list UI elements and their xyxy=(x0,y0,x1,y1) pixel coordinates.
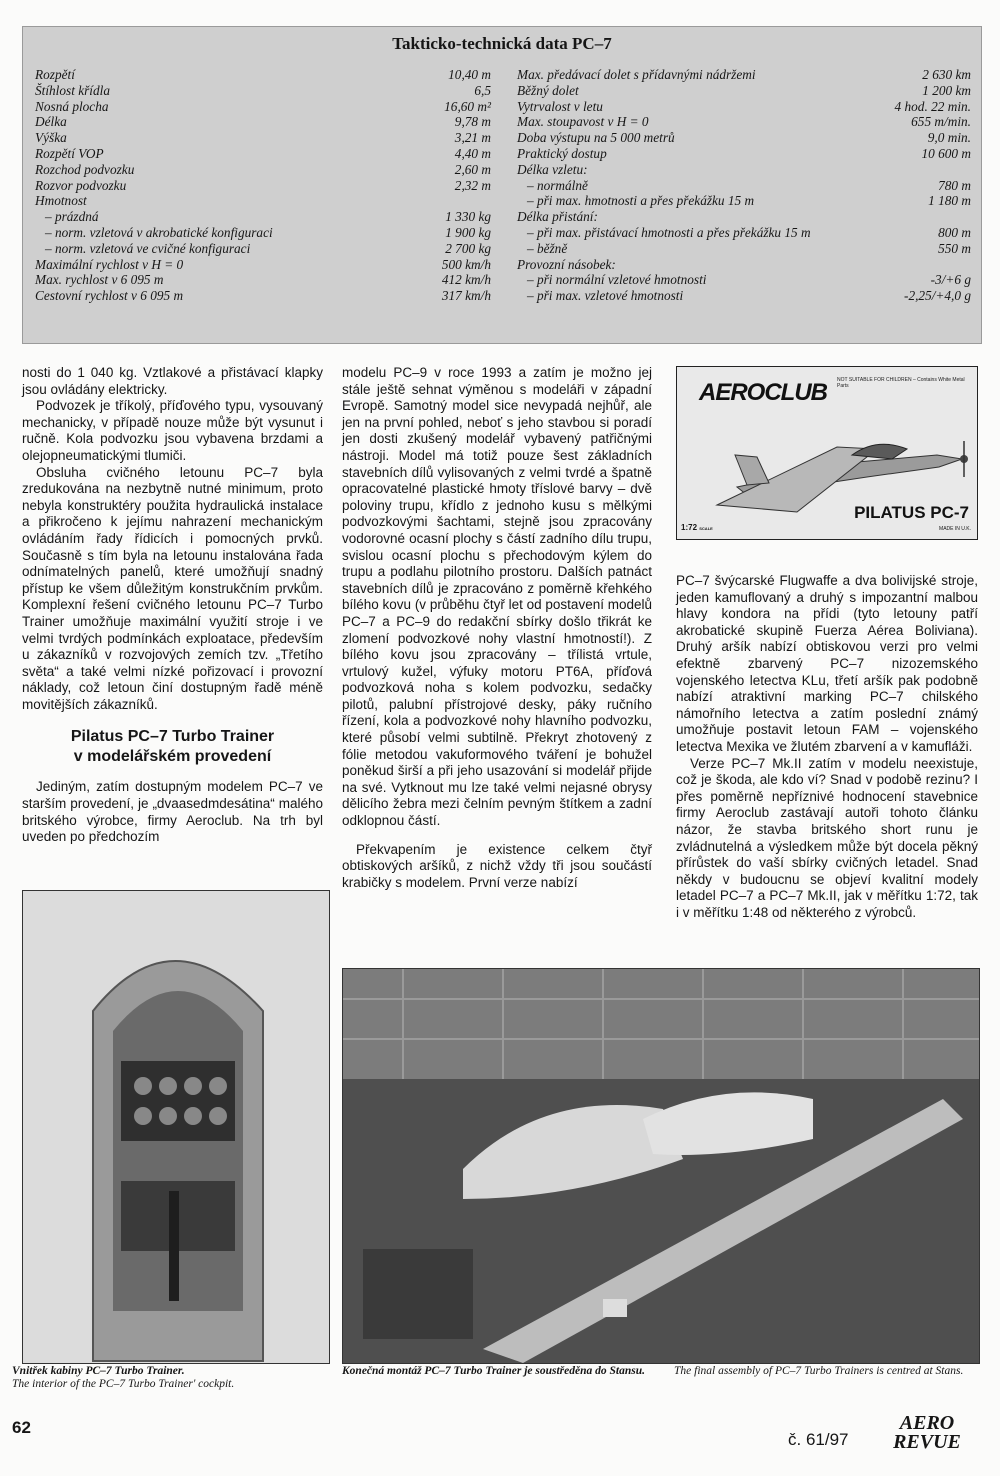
spec-row xyxy=(35,99,491,115)
spec-row xyxy=(35,257,491,273)
spec-label: Max. stoupavost v H = 0 xyxy=(517,114,649,130)
magazine-logo: AERO REVUE xyxy=(893,1412,961,1453)
spec-label: – norm. vzletová ve cvičné konfiguraci xyxy=(35,240,251,256)
paragraph: Překvapením je existence celkem čtyř obtiskových aršíků, z nichž vždy tři jsou součástí krabičky s modelem. První verze nabízí xyxy=(342,841,652,890)
spec-value: 317 km/h xyxy=(441,288,491,304)
spec-label: Doba výstupu na 5 000 metrů xyxy=(517,130,675,146)
cockpit-photo xyxy=(22,890,330,1364)
article-column-1 xyxy=(22,365,323,846)
spec-row xyxy=(35,241,491,257)
spec-value: 2,60 m xyxy=(454,161,491,177)
spec-label: Vytrvalost v letu xyxy=(517,98,603,114)
spec-row xyxy=(517,146,971,162)
spec-value: 1 180 m xyxy=(928,193,971,209)
paragraph: Verze PC–7 Mk.II zatím v modelu neexistuje, což je škoda, ale kdo ví? Snad v podobě rezinu? I přes poměrně nepříznivé hodnocení stavebnice firmy Aeroclub zastávají autoři tohoto článku názor, že stavba britského short runu je zvládnutelná a výsledkem může být docela pěkný přírůstek do vaší sbírky cvičných letadel. Snad někdy v budoucnu se objeví kvalitní modely letadel PC–7 a PC–7 Mk.II, jak v měřítku 1:72, tak i v měřítku 1:48 od některého z výrobců. xyxy=(676,755,978,920)
spec-row xyxy=(517,162,971,178)
spec-row xyxy=(35,272,491,288)
article-column-3 xyxy=(676,573,978,921)
assembly-illustration xyxy=(343,969,979,1363)
spec-row xyxy=(517,209,971,225)
spec-label: Délka xyxy=(35,114,67,130)
paragraph: nosti do 1 040 kg. Vztlakové a přistávací klapky jsou ovládány elektricky. xyxy=(22,365,323,397)
spec-value: 1 900 kg xyxy=(445,224,491,240)
spec-label: Hmotnost xyxy=(35,193,87,209)
spec-title: Takticko-technická data PC–7 xyxy=(392,34,612,53)
paragraph: Podvozek je tříkolý, příďového typu, vysouvaný mechanicky, v případě nouze může být vysunut i ručně. Kola podvozku jsou vybavena brzdami a olejopneumatickými tlumiči. xyxy=(22,398,323,463)
spec-value: 10 600 m xyxy=(921,145,971,161)
spec-value: 780 m xyxy=(938,177,971,193)
spec-label: Cestovní rychlost v 6 095 m xyxy=(35,288,184,304)
paragraph: Jediným, zatím dostupným modelem PC–7 ve starším provedení, je „dvaasedmdesátina“ malého britského výrobce, firmy Aeroclub. Na trh byl uveden po předchozím xyxy=(22,779,323,845)
spec-row xyxy=(35,130,491,146)
spec-row xyxy=(517,114,971,130)
aeroclub-boxart-image xyxy=(676,366,978,540)
spec-row xyxy=(517,272,971,288)
spec-label: – při normální vzletové hmotnosti xyxy=(517,272,707,288)
spec-row xyxy=(517,241,971,257)
spec-row xyxy=(517,99,971,115)
spec-row xyxy=(517,83,971,99)
spec-value: 500 km/h xyxy=(441,256,491,272)
paragraph: modelu PC–9 v roce 1993 a zatím je možno jej stále ještě sehnat výměnou s modeláři v západní Evropě. Samotný model sice nevypadá nejhůř, ale jen na první pohled, neboť s jeho stavbou si poradí jen dosti zkušený modelář vybavený patřičnými nástroji. Model má totiž pouze šest základních stavebních dílů vylisovaných z velmi tvrdé a špatně opracovatelné plastické hmoty tříslové barvy – dvě poloviny trupu, křídlo z jednoho kusu s mělkými podvozkovými šachtami, stejně jsou zpracovány vodorovné ocasní plochy s částí zadního dílu trupu, svislou ocasní plochu s přechodovým kýlem do trupu a podlahu pilotního prostoru. Dalších patnáct stavebních dílů je zpracováno z poměrně křehkého bílého kovu (v průběhu čtyř let od postavení modelů PC–7 a PC–9 do redakční sbírky došlo třikrát ke zlomení podvozkové nohy vlastní hmotností!). Z bílého kovu jsou zpracovány – třílistá vrtule, vrtulový kužel, výfuky motoru PT6A, příďová podvozková noha s kolem podvozku, sedačky pilotů, palubní přístrojové desky, páky ručního řízení, kola a podvozkové nohy hlavního podvozku, které působí velmi subtilně. Překryt zhotovený z fólie metodou vakuformového tváření je bohužel poněkud širší a při jeho usazování si modelář přijde na své. Vytknout mu lze také velmi nejasné obrysy dělicího žebra mezi čelním pevným štítkem a zadní odklopnou částí. xyxy=(342,365,652,829)
spec-value: 6,5 xyxy=(474,82,491,98)
spec-row xyxy=(517,130,971,146)
spec-value: 16,60 m² xyxy=(444,98,491,114)
spec-label: Provozní násobek: xyxy=(517,256,616,272)
spec-label: – norm. vzletová v akrobatické konfiguraci xyxy=(35,224,273,240)
spec-label: – při max. vzletové hmotnosti xyxy=(517,288,684,304)
page-number: 62 xyxy=(12,1418,31,1437)
spec-right-column xyxy=(517,67,971,304)
spec-label: Délka přistání: xyxy=(517,209,598,225)
spec-label: – normálně xyxy=(517,177,588,193)
spec-label: Výška xyxy=(35,130,67,146)
spec-label: Praktický dostup xyxy=(517,145,607,161)
spec-label: Rozpětí xyxy=(35,67,75,82)
spec-row xyxy=(517,178,971,194)
cockpit-illustration xyxy=(23,891,329,1363)
cockpit-caption: Vnitřek kabiny PC–7 Turbo Trainer. The interior of the PC–7 Turbo Trainer' cockpit. xyxy=(12,1365,235,1390)
spec-value: 9,0 min. xyxy=(927,130,971,146)
spec-label: Běžný dolet xyxy=(517,82,579,98)
spec-row xyxy=(35,193,491,209)
brand-logo: AEROCLUB xyxy=(699,379,827,406)
spec-label: – běžně xyxy=(517,240,568,256)
spec-row xyxy=(35,146,491,162)
spec-value: 800 m xyxy=(938,224,971,240)
spec-row xyxy=(517,67,971,83)
assembly-caption-english: The final assembly of PC–7 Turbo Trainers is centred at Stans. xyxy=(674,1365,964,1377)
assembly-caption-czech: Konečná montáž PC–7 Turbo Trainer je soustředěna do Stansu. xyxy=(342,1365,645,1377)
spec-label: Nosná plocha xyxy=(35,98,109,114)
spec-value: 4,40 m xyxy=(454,145,491,161)
spec-value: 4 hod. 22 min. xyxy=(894,98,971,114)
spec-value: 3,21 m xyxy=(454,130,491,146)
spec-value: 2 700 kg xyxy=(445,240,491,256)
spec-value: -2,25/+4,0 g xyxy=(904,288,971,304)
spec-label: – prázdná xyxy=(35,209,99,225)
spec-value: 1 330 kg xyxy=(445,209,491,225)
spec-value: 2 630 km xyxy=(922,67,971,82)
spec-row xyxy=(517,257,971,273)
spec-label: Štíhlost křídla xyxy=(35,82,110,98)
spec-value: 412 km/h xyxy=(441,272,491,288)
spec-row xyxy=(517,288,971,304)
article-column-2 xyxy=(342,365,652,891)
spec-row xyxy=(35,67,491,83)
spec-row xyxy=(35,209,491,225)
made-in-label: MADE IN U.K. xyxy=(939,526,971,532)
spec-label: Max. rychlost v 6 095 m xyxy=(35,272,164,288)
model-name: PILATUS PC-7 xyxy=(854,503,969,522)
spec-row xyxy=(35,178,491,194)
spec-row xyxy=(35,83,491,99)
paragraph: PC–7 švýcarské Flugwaffe a dva bolivijské stroje, jeden kamuflovaný a druhý s impozantní malbou hlavy kondora na přídi (tyto letouny patří akrobatické skupině Fuerza Aérea Boliviana). Druhý aršík nabízí obtiskovou verzi pro velmi efektně zbarvený PC–7 nizozemského vojenského letectva KLu, třetí aršík pak podobně nabízí atraktivní marking PC–7 chilského námořního letectva a zatím poslední známý umožňuje postavit letoun FAM – vojenského letectva Mexika ve žlutém zbarvení a v kamufláži. xyxy=(676,573,978,754)
spec-label: – při max. přistávací hmotnosti a přes překážku 15 m xyxy=(517,224,811,240)
spec-row xyxy=(517,225,971,241)
assembly-line-photo xyxy=(342,968,980,1364)
spec-left-column xyxy=(35,67,491,304)
spec-row xyxy=(35,225,491,241)
spec-label: Rozchod podvozku xyxy=(35,161,135,177)
paragraph: Obsluha cvičného letounu PC–7 byla zredukována na nezbytně nutné minimum, proto nebyla konstruktéry použita hydraulická instalace a přikročeno k jejímu nahrazení mechanickým ovládáním řady řídicích i pomocných prvků. Současně s tím byla na letounu instalována řada odnímatelných panelů, které umožňují snadný přístup ke všem důležitým konstrukčním prvkům. Komplexní řešení cvičného letounu PC–7 Turbo Trainer umožňuje maximální využití stroje i ve velmi tvrdých podmínkách exploatace, především u zákazníků v rozvojových zemích tzv. „Třetího světa“ a také velmi nízké pořizovací i provozní náklady, což letoun činí dostupným řadě méně movitějších zákazníků. xyxy=(22,464,323,712)
spec-label: Maximální rychlost v H = 0 xyxy=(35,256,184,272)
spec-label: Rozpětí VOP xyxy=(35,145,104,161)
spec-row xyxy=(35,114,491,130)
spec-row xyxy=(35,288,491,304)
spec-label: Max. předávací dolet s přídavnými nádržemi xyxy=(517,67,756,82)
section-heading: Pilatus PC–7 Turbo Trainer v modelářském provedení xyxy=(70,728,275,766)
spec-value: -3/+6 g xyxy=(930,272,971,288)
spec-table xyxy=(22,26,982,344)
spec-value: 9,78 m xyxy=(454,114,491,130)
issue-number: č. 61/97 xyxy=(788,1430,849,1449)
spec-value: 550 m xyxy=(938,240,971,256)
spec-value: 10,40 m xyxy=(448,67,491,82)
warning-text: NOT SUITABLE FOR CHILDREN – Contains White Metal Parts xyxy=(837,377,965,389)
spec-value: 1 200 km xyxy=(922,82,971,98)
spec-row xyxy=(517,193,971,209)
spec-label: Rozvor podvozku xyxy=(35,177,127,193)
spec-value: 2,32 m xyxy=(454,177,491,193)
spec-label: Délka vzletu: xyxy=(517,161,588,177)
spec-row xyxy=(35,162,491,178)
spec-value: 655 m/min. xyxy=(911,114,971,130)
spec-label: – při max. hmotnosti a přes překážku 15 m xyxy=(517,193,755,209)
scale-label: 1:72 SCALE xyxy=(681,523,713,532)
